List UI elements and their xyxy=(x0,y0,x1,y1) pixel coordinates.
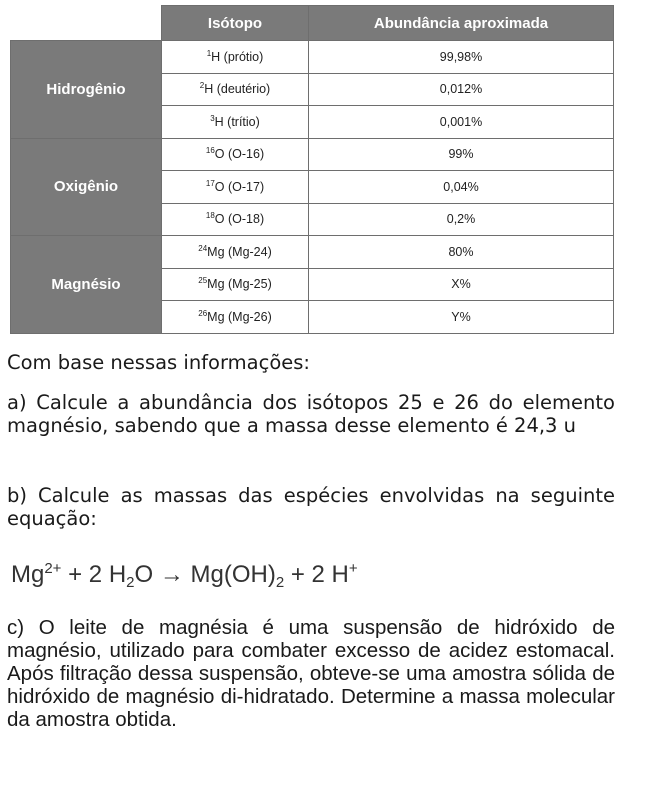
table-row xyxy=(11,236,614,269)
isotope-cell: $^{18}$O (O-18) xyxy=(162,203,309,236)
table-header-row xyxy=(11,6,614,41)
abundance-cell: 99% xyxy=(309,138,614,171)
isotope-cell: $^{26}$Mg (Mg-26) xyxy=(162,301,309,334)
header-blank-cell xyxy=(11,6,162,41)
chemical-equation: $Mg^{2+} + 2$ $H_2O \to Mg(OH)_2 + 2$ H+ xyxy=(11,560,358,591)
isotope-cell: $^{25}$Mg (Mg-25) xyxy=(162,268,309,301)
abundance-cell: 99,98% xyxy=(309,41,614,74)
question-c: c) O leite de magnésia é uma suspensão de hidróxido de magnésio, utilizado para combater excesso de acidez estomacal. Após filtração dessa suspensão, obteve-se uma amostra sólida de hidróxido de magnésio di-hidratado. Determine a massa molecular da amostra obtida. xyxy=(7,616,615,731)
abundance-cell: Y% xyxy=(309,301,614,334)
element-hydrogen: Hidrogênio xyxy=(11,41,162,139)
table-row xyxy=(11,41,614,74)
abundance-cell: 0,2% xyxy=(309,203,614,236)
element-magnesium: Magnésio xyxy=(11,236,162,334)
header-abundance: Abundância aproximada xyxy=(309,6,614,41)
element-oxygen: Oxigênio xyxy=(11,138,162,236)
isotope-cell: $^{24}$Mg (Mg-24) xyxy=(162,236,309,269)
table-row xyxy=(11,138,614,171)
isotope-cell: $^{17}$O (O-17) xyxy=(162,171,309,204)
abundance-cell: 0,04% xyxy=(309,171,614,204)
abundance-cell: 0,001% xyxy=(309,106,614,139)
header-isotope: Isótopo xyxy=(162,6,309,41)
isotope-cell: $^{16}$O (O-16) xyxy=(162,138,309,171)
isotope-table xyxy=(10,5,614,334)
intro-text: Com base nessas informações: xyxy=(7,351,310,374)
isotope-cell: $^2$H (deutério) xyxy=(162,73,309,106)
abundance-cell: 0,012% xyxy=(309,73,614,106)
isotope-cell: $^3$H (trítio) xyxy=(162,106,309,139)
question-a: a) Calcule a abundância dos isótopos 25 e 26 do elemento magnésio, sabendo que a massa desse elemento é 24,3 u xyxy=(7,391,615,437)
abundance-cell: 80% xyxy=(309,236,614,269)
isotope-cell: $^1$H (prótio) xyxy=(162,41,309,74)
question-b: b) Calcule as massas das espécies envolvidas na seguinte equação: xyxy=(7,484,615,530)
abundance-cell: X% xyxy=(309,268,614,301)
